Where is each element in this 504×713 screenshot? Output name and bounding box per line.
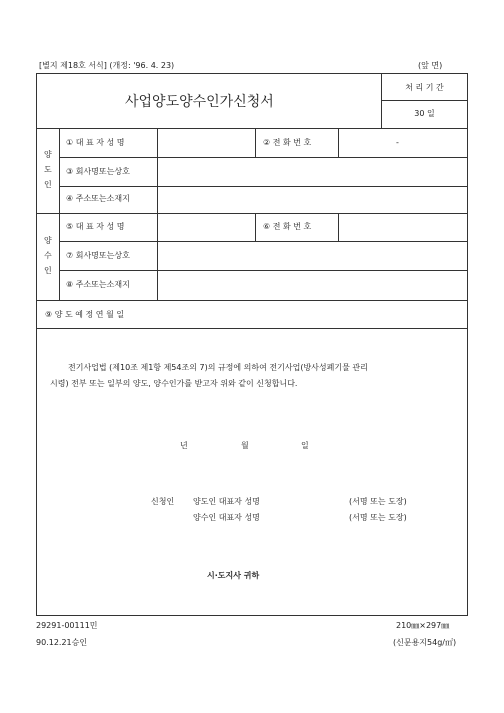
body-text-line-1: 전기사업법 (제10조 제1항 제54조의 7)의 규정에 의하여 전기사업(방사성폐기물 관리: [68, 363, 368, 372]
transferor-company-label: ③ 회사명또는상호: [66, 167, 130, 176]
page-side-label: (앞 면): [418, 61, 443, 70]
processing-period-value: 30 일: [414, 109, 435, 118]
transferor-rep-signature-label: 양도인 대표자 성명: [193, 497, 260, 506]
transferee-rep-signature-label: 양수인 대표자 성명: [193, 513, 260, 522]
form-reference: [별지 제18호 서식] (개정: '96. 4. 23): [39, 61, 175, 70]
transferee-signature-field[interactable]: [282, 510, 346, 524]
planned-date-field[interactable]: [158, 301, 467, 328]
processing-period-label: 처 리 기 간: [405, 83, 444, 92]
transferee-company-field[interactable]: [158, 242, 467, 269]
transferor-signature-field[interactable]: [282, 494, 346, 508]
transferor-phone-value: -: [396, 138, 399, 147]
applicant-label: 신청인: [151, 497, 175, 506]
body-text-line-2: 시령) 전부 또는 일부의 양도, 양수인가를 받고자 위와 같이 신청합니다.: [50, 379, 298, 388]
date-month-label: 월: [241, 441, 249, 450]
transferor-signature-hint: (서명 또는 도장): [349, 497, 407, 506]
date-day-label: 일: [301, 441, 309, 450]
form-code: 29291-00111민: [36, 621, 98, 630]
transferee-signature-hint: (서명 또는 도장): [349, 513, 407, 522]
transferor-address-field[interactable]: [158, 187, 467, 213]
transferor-phone-label: ② 전 화 번 호: [263, 138, 312, 147]
transferee-rep-name-label: ⑤ 대 표 자 성 명: [66, 222, 125, 231]
transferee-company-label: ⑦ 회사명또는상호: [66, 251, 130, 260]
transferor-section-char-3: 인: [44, 180, 52, 189]
transferor-address-label: ④ 주소또는소재지: [66, 194, 130, 203]
transferor-section-char-1: 양: [44, 150, 52, 159]
approval-date: 90.12.21승인: [36, 638, 88, 647]
transferor-section-char-2: 도: [44, 165, 52, 174]
transferee-phone-field[interactable]: [339, 214, 467, 240]
paper-size: 210㎜×297㎜: [396, 621, 450, 630]
date-year-label: 년: [180, 441, 188, 450]
transferor-rep-name-field[interactable]: [158, 129, 254, 156]
planned-date-label: ⑨ 양 도 예 정 연 월 일: [45, 310, 125, 319]
transferee-address-label: ⑧ 주소또는소재지: [66, 280, 130, 289]
transferee-phone-label: ⑥ 전 화 번 호: [263, 222, 312, 231]
transferor-phone-field[interactable]: [339, 129, 467, 156]
transferee-section-char-1: 양: [44, 236, 52, 245]
transferor-rep-name-label: ① 대 표 자 성 명: [66, 138, 125, 147]
recipient-label: 시·도지사 귀하: [207, 571, 260, 580]
paper-type: (신문용지54g/㎡): [393, 638, 457, 647]
transferee-address-field[interactable]: [158, 271, 467, 299]
transferee-rep-name-field[interactable]: [158, 214, 254, 240]
form-title: 사업양도양수인가신청서: [125, 94, 274, 110]
transferee-section-char-2: 수: [44, 251, 52, 260]
transferor-company-field[interactable]: [158, 158, 467, 185]
transferee-section-char-3: 인: [44, 266, 52, 275]
